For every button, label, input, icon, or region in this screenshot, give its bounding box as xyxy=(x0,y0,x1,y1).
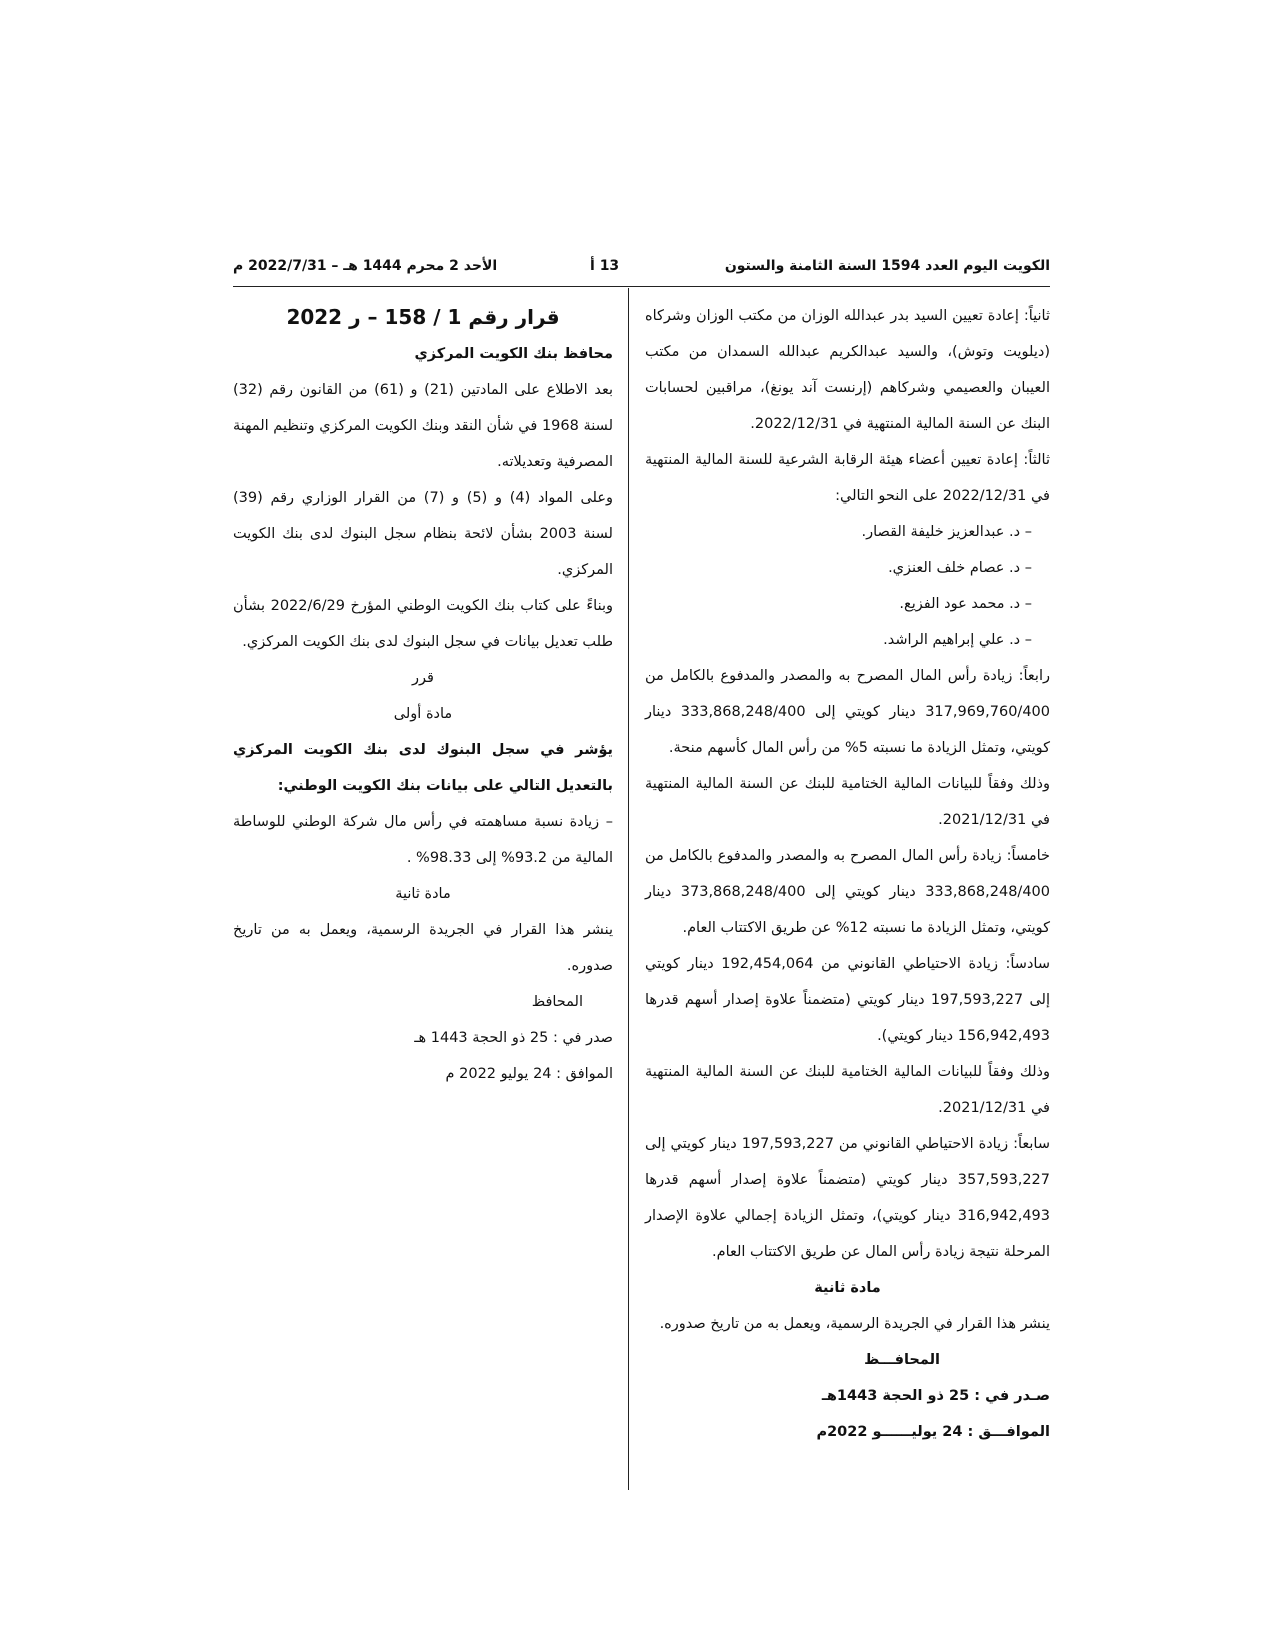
issuer-line: محافظ بنك الكويت المركزي xyxy=(414,346,613,362)
item-second-auditors: ثانياً: إعادة تعيين السيد بدر عبدالله الوزان من مكتب الوزان وشركاه (ديلويت وتوش)، والسيد عبدالكريم عبدالله السمدان من مكتب العيبان والعصيمي وشركاهم (إرنست آند يونغ)، مراقبين لحسابات البنك عن السنة المالية المنتهية في 2022/12/31. xyxy=(645,308,1050,432)
board-member-2: – د. عصام خلف العنزي. xyxy=(888,560,1032,576)
right-column xyxy=(645,298,1050,1450)
decision-title: قرار رقم 1 / 158 – ر 2022 xyxy=(286,305,560,329)
issue-date-gregorian: الموافـــق : 24 يوليــــــو 2022م xyxy=(816,1424,1050,1440)
governor-signature: المحافـــظ xyxy=(864,1352,940,1368)
publication-clause-left: ينشر هذا القرار في الجريدة الرسمية، ويعمل به من تاريخ صدوره. xyxy=(233,922,613,974)
header-page-number: 13 أ xyxy=(590,258,620,274)
board-member-1: – د. عبدالعزيز خليفة القصار. xyxy=(861,524,1032,540)
left-column xyxy=(233,298,613,1092)
publication-clause: ينشر هذا القرار في الجريدة الرسمية، ويعمل به من تاريخ صدوره. xyxy=(659,1316,1050,1332)
item-third-sharia-board: ثالثاً: إعادة تعيين أعضاء هيئة الرقابة الشرعية للسنة المالية المنتهية في 2022/12/31 على النحو التالي: xyxy=(645,452,1050,504)
article-one-text: يؤشر في سجل البنوك لدى بنك الكويت المركزي بالتعديل التالي على بيانات بنك الكويت الوطني: xyxy=(233,742,613,794)
article-one-heading: مادة أولى xyxy=(393,706,453,722)
header-divider xyxy=(233,286,1050,287)
header-journal-info: الكويت اليوم العدد 1594 السنة الثامنة والستون xyxy=(724,258,1050,274)
article-one-item: – زيادة نسبة مساهمته في رأس مال شركة الوطني للوساطة المالية من 93.2% إلى 98.33% . xyxy=(233,814,613,866)
article-two-heading: مادة ثانية xyxy=(814,1280,881,1296)
governor-signature-left: المحافظ xyxy=(531,994,583,1010)
board-member-3: – د. محمد عود الفزيع. xyxy=(899,596,1032,612)
item-sixth-reserve: سادساً: زيادة الاحتياطي القانوني من 192,454,064 دينار كويتي إلى 197,593,227 دينار كويتي (متضمناً علاوة إصدار أسهم قدرها 156,942,493 دينار كويتي). xyxy=(645,956,1050,1044)
preamble-nbk-letter: وبناءً على كتاب بنك الكويت الوطني المؤرخ 2022/6/29 بشأن طلب تعديل بيانات في سجل البنوك لدى بنك الكويت المركزي. xyxy=(233,598,613,650)
article-two-heading-left: مادة ثانية xyxy=(395,886,451,902)
issue-date-hijri-left: صدر في : 25 ذو الحجة 1443 هـ xyxy=(414,1030,613,1046)
header-date: الأحد 2 محرم 1444 هـ – 2022/7/31 م xyxy=(233,258,498,274)
preamble-ministerial-decision: وعلى المواد (4) و (5) و (7) من القرار الوزاري رقم (39) لسنة 2003 بشأن لائحة بنظام سجل البنوك لدى بنك الكويت المركزي. xyxy=(233,490,613,578)
item-sixth-basis: وذلك وفقاً للبيانات المالية الختامية للبنك عن السنة المالية المنتهية في 2021/12/31. xyxy=(645,1064,1050,1116)
decided-heading: قرر xyxy=(412,670,434,686)
item-fifth-capital-increase: خامساً: زيادة رأس المال المصرح به والمصدر والمدفوع بالكامل من 333,868,248/400 دينار كويتي إلى 373,868,248/400 دينار كويتي، وتمثل الزيادة ما نسبته 12% عن طريق الاكتتاب العام. xyxy=(645,848,1050,936)
item-seventh-reserve: سابعاً: زيادة الاحتياطي القانوني من 197,593,227 دينار كويتي إلى 357,593,227 دينار كويتي (متضمناً علاوة إصدار أسهم قدرها 316,942,493 دينار كويتي)، وتمثل الزيادة إجمالي علاوة الإصدار المرحلة نتيجة زيادة رأس المال عن طريق الاكتتاب العام. xyxy=(645,1136,1050,1260)
preamble-law: بعد الاطلاع على المادتين (21) و (61) من القانون رقم (32) لسنة 1968 في شأن النقد وبنك الكويت المركزي وتنظيم المهنة المصرفية وتعديلاته. xyxy=(233,382,613,470)
issue-date-gregorian-left: الموافق : 24 يوليو 2022 م xyxy=(445,1066,613,1082)
board-member-4: – د. علي إبراهيم الراشد. xyxy=(883,632,1032,648)
issue-date-hijri: صـدر في : 25 ذو الحجة 1443هـ xyxy=(821,1388,1050,1404)
item-fourth-capital-increase: رابعاً: زيادة رأس المال المصرح به والمصدر والمدفوع بالكامل من 317,969,760/400 دينار كويتي إلى 333,868,248/400 دينار كويتي، وتمثل الزيادة ما نسبته 5% من رأس المال كأسهم منحة. xyxy=(645,668,1050,756)
column-divider xyxy=(628,288,629,1490)
item-fourth-basis: وذلك وفقاً للبيانات المالية الختامية للبنك عن السنة المالية المنتهية في 2021/12/31. xyxy=(645,776,1050,828)
